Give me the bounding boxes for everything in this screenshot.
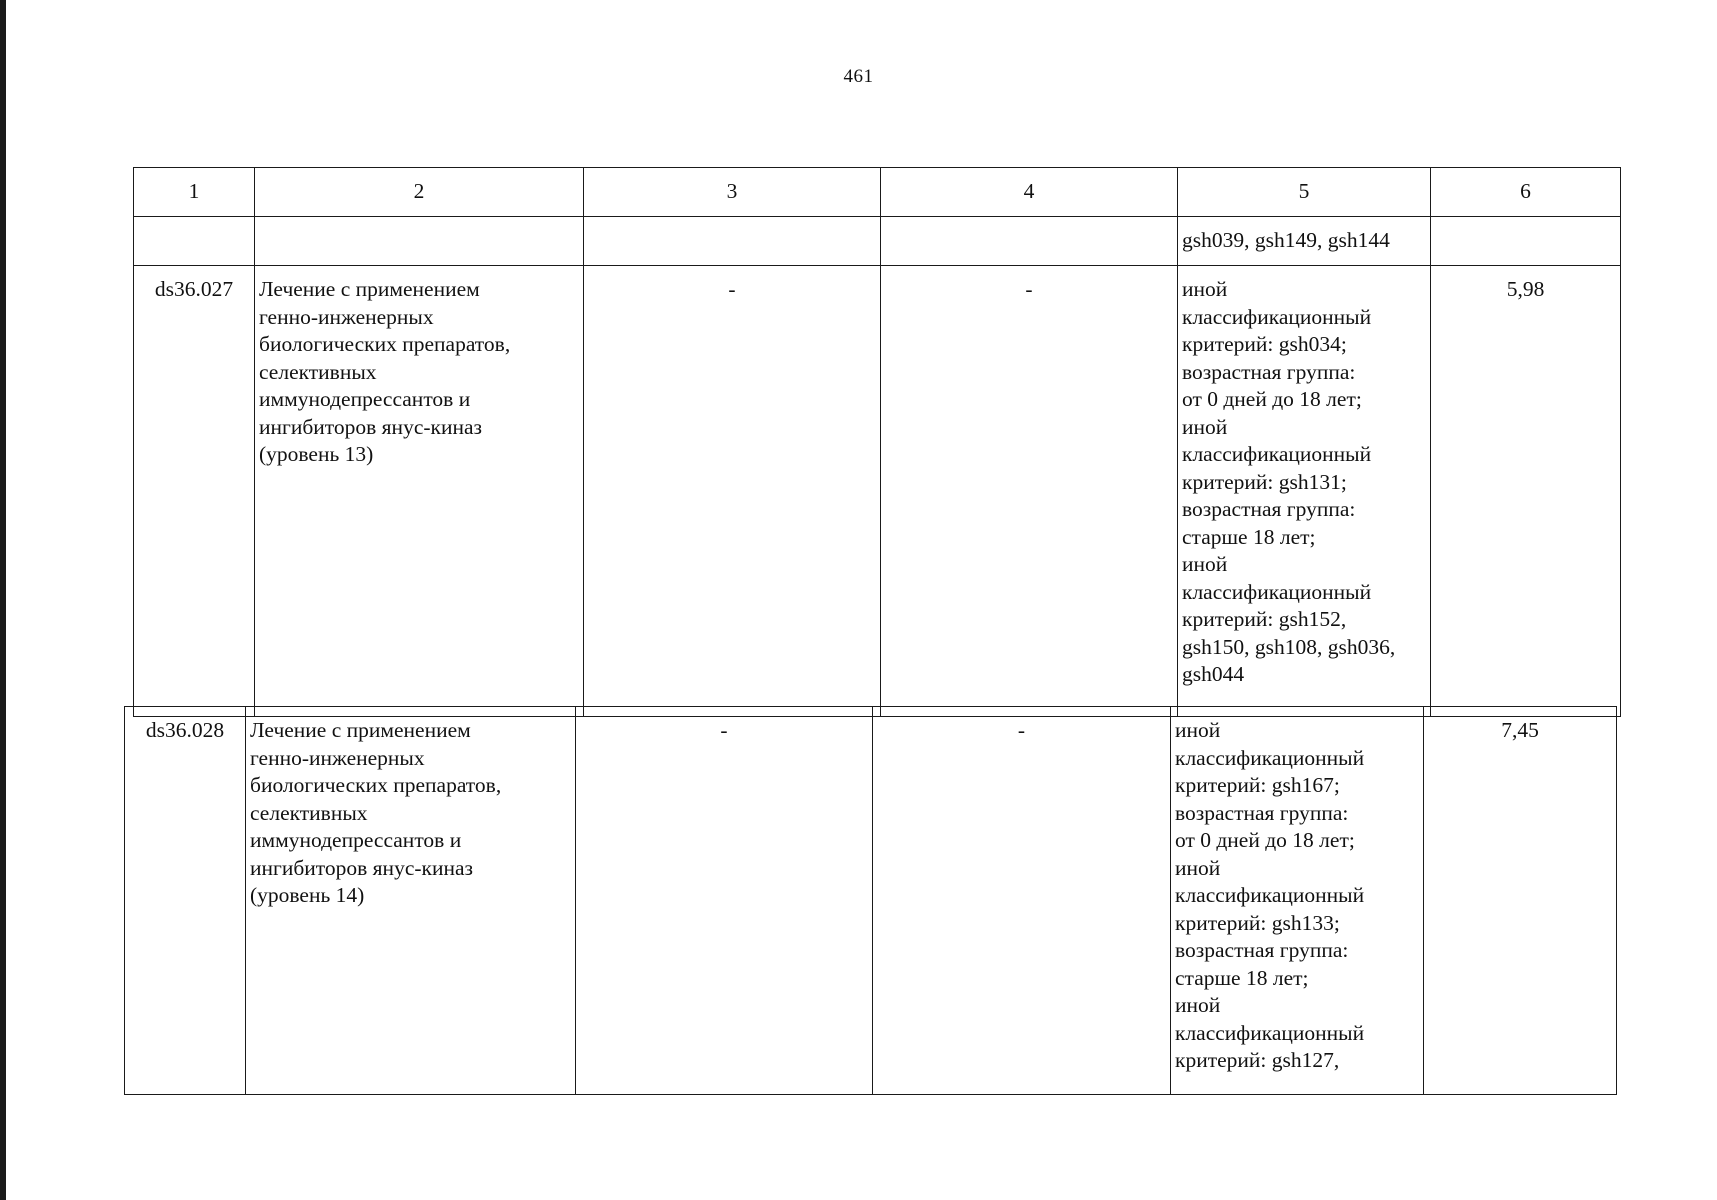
cont-cell-3 <box>584 217 881 266</box>
header-col-3: 3 <box>584 168 881 217</box>
cont-cell-6 <box>1431 217 1621 266</box>
row-code: ds36.027 <box>134 266 255 717</box>
table-row <box>134 266 1621 717</box>
table-row <box>125 707 1617 1095</box>
header-col-6: 6 <box>1431 168 1621 217</box>
row-criteria: иной классификационный критерий: gsh034; возрастная группа: от 0 дней до 18 лет; иной классификационный критерий: gsh131; возрастная группа: старше 18 лет; иной классификационный критерий: gsh152, gsh150, gsh108, gsh036, gsh044 <box>1178 266 1431 717</box>
row-col3: - <box>584 266 881 717</box>
header-col-5: 5 <box>1178 168 1431 217</box>
header-col-1: 1 <box>134 168 255 217</box>
cont-cell-1 <box>134 217 255 266</box>
cont-cell-2 <box>255 217 584 266</box>
cont-cell-4 <box>881 217 1178 266</box>
scan-left-edge <box>0 0 6 1200</box>
continuation-criteria-text: gsh039, gsh149, gsh144 <box>1182 228 1390 253</box>
row-name: Лечение с применением генно-инженерных биологических препаратов, селективных иммунодепрессантов и ингибиторов янус-киназ (уровень 14) <box>246 707 576 1095</box>
row-name: Лечение с применением генно-инженерных биологических препаратов, селективных иммунодепрессантов и ингибиторов янус-киназ (уровень 13) <box>255 266 584 717</box>
cont-cell-criteria <box>1178 217 1431 266</box>
row-criteria: иной классификационный критерий: gsh167; возрастная группа: от 0 дней до 18 лет; иной классификационный критерий: gsh133; возрастная группа: старше 18 лет; иной классификационный критерий: gsh127, <box>1171 707 1424 1095</box>
row-code: ds36.028 <box>125 707 246 1095</box>
row-coefficient: 7,45 <box>1424 707 1617 1095</box>
tariff-table <box>133 167 1621 717</box>
header-col-2: 2 <box>255 168 584 217</box>
continuation-row <box>134 217 1621 266</box>
row-col4: - <box>873 707 1171 1095</box>
table-header-row <box>134 168 1621 217</box>
page-number: 461 <box>843 66 874 87</box>
row-col4: - <box>881 266 1178 717</box>
header-col-4: 4 <box>881 168 1178 217</box>
row-coefficient: 5,98 <box>1431 266 1621 717</box>
row-col3: - <box>576 707 873 1095</box>
tariff-table-continued <box>124 706 1617 1095</box>
